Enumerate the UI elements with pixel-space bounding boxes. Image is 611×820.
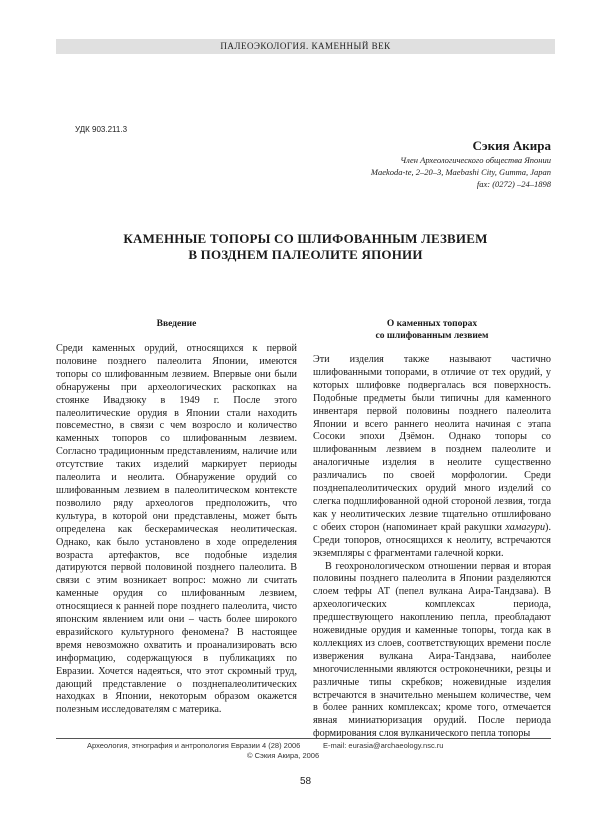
- section-heading-introduction: Введение: [156, 319, 197, 329]
- page-number: 58: [299, 776, 312, 787]
- section-heading-stone-axes: [313, 318, 551, 342]
- udk-code: УДК 903.211.3: [75, 125, 128, 134]
- contact-email: E-mail: eurasia@archaeology.nsc.ru: [323, 741, 444, 750]
- article-title-line-1: КАМЕННЫЕ ТОПОРЫ СО ШЛИФОВАННЫМ ЛЕЗВИЕМ: [123, 231, 488, 246]
- running-header: [56, 39, 555, 54]
- paragraph-text: Эти изделия также называют частично шлифованными топорами, в отличие от тех орудий, у которых шлифовке подвергалась вся поверхность. Подобные предметы были типичны для каменного инвентаря первой половины позднего палеолита Японии и всего раннего неолита начиная с этапа Сосоки эпохи Дзёмон. Однако топоры со шлифованным лезвием в позднем палеолите и аналогичные изделия в неолите существенно различались по своей морфологии. Среди позднепалеолитических орудий много изделий со слегка подшлифованной одной стороной лезвия, тогда как у неолитических лезвие тщательно отшлифовано с обеих сторон (напоминает край ракушки: [313, 354, 551, 533]
- footer-divider: [56, 738, 551, 739]
- body-paragraph-1: [313, 354, 551, 561]
- author-name: Сэкия Акира: [472, 138, 551, 153]
- journal-citation: Археология, этнография и антропология Евразии 4 (28) 2006: [87, 741, 301, 750]
- body-paragraph-2: В геохронологическом отношении первая и вторая половины позднего палеолита в Японии разделяются слоем тефры АТ (пепел вулкана Аира-Тандзава). В археологических комплексах периода, предшествующего накоплению пепла, преобладают ножевидные орудия и каменные топоры, тогда как в коллекциях из слоев, соответствующих времени после извержения вулкана Аира-Тандзава, наиболее многочисленными являются остроконечники, резцы и различные типы скребков; ножевидные изделия встречаются в значительно меньшем количестве, чем в более ранних комплексах; кроме того, отмечается явная миниатюризация орудий. После периода формирования слоя вулканического пепла топоры: [313, 560, 551, 740]
- copyright-notice: © Сэкия Акира, 2006: [247, 751, 320, 760]
- author-block: [371, 138, 551, 190]
- article-title-line-2: В ПОЗДНЕМ ПАЛЕОЛИТЕ ЯПОНИИ: [188, 247, 423, 262]
- italic-term: хамагури: [505, 521, 546, 533]
- author-fax: fax: (0272) –24–1898: [476, 179, 551, 189]
- section-title: ПАЛЕОЭКОЛОГИЯ. КАМЕННЫЙ ВЕК: [220, 41, 391, 51]
- author-affiliation: Член Археологического общества Японии: [400, 155, 551, 165]
- section-heading-line-1: О каменных топорах: [386, 319, 478, 329]
- article-title: [60, 231, 551, 263]
- paragraph-text: ). Среди топоров, относящихся к неолиту, встречаются экземпляры с фрагментами галечной корки.: [313, 521, 551, 559]
- left-column: [56, 318, 297, 717]
- introduction-paragraph: Среди каменных орудий, относящихся к первой половине позднего палеолита Японии, имеются топоры со шлифованным лезвием. Впервые они были обнаружены при археологических раскопках на стоянке Ивадзюку в 1949 г. После этого палеолитические орудия в Японии стали находить повсеместно, в связи с чем возросло и количество каменных топоров со шлифованным лезвием. Согласно традиционным представлениям, наличие или отсутствие таких изделий маркирует периоды палеолита и неолита. Обнаружение орудий со шлифованным лезвием в палеолитическом контексте позволило ряду археологов предположить, что культура, в которой они представлены, может быть определена как бескерамическая неолитическая. Однако, как было установлено в ходе определения возраста артефактов, все подобные изделия датируются первой половиной позднего палеолита. В связи с этим возникает вопрос: можно ли считать каменные орудия со шлифованным лезвием, относящиеся к ранней поре позднего палеолита, чисто японским явлением или они – часть более широкого евразийского культурного феномена? В настоящее время невозможно охватить и проанализировать всю информацию, содержащуюся в публикациях по Евразии. Хочется надеяться, что этот скромный труд, дающий представление о позднепалеолитических находках в Японии, некоторым образом окажется полезным исследователям с материка.: [56, 343, 297, 716]
- right-column: [313, 318, 551, 741]
- author-address: Maekoda-te, 2–20–3, Maebashi City, Gumma, Japan: [370, 167, 551, 177]
- section-heading-line-2: со шлифованным лезвием: [375, 331, 489, 341]
